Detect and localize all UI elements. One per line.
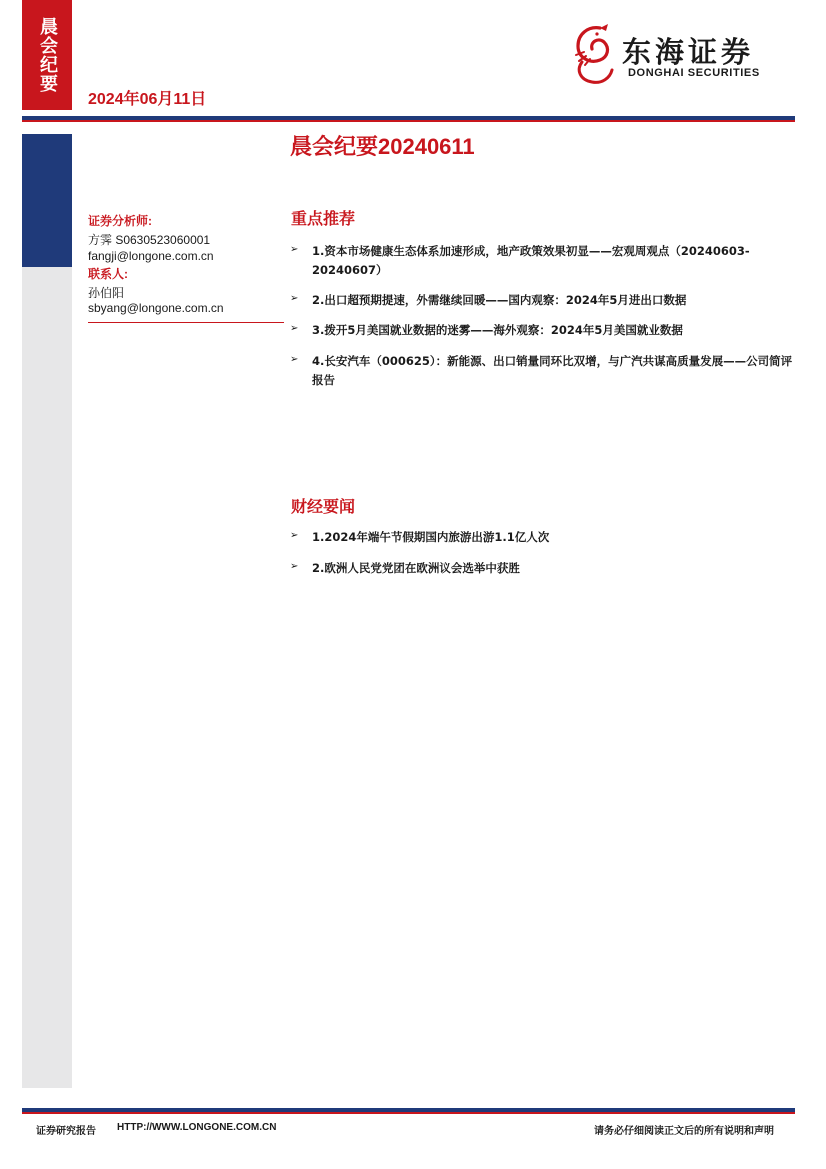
sidebar-accent-block <box>22 134 72 267</box>
section-title-financial-news: 财经要闻 <box>291 499 356 516</box>
arrow-bullet-icon: ➢ <box>290 293 299 304</box>
list-item-link[interactable]: 1.2024年端午节假期国内旅游出游1.1亿人次 <box>312 530 550 544</box>
section-title-key-picks: 重点推荐 <box>291 211 356 228</box>
report-type-label: 晨会纪要 <box>37 17 58 93</box>
footer-report-type: 证券研究报告 <box>36 1126 96 1137</box>
footer-rule-red <box>22 1112 795 1114</box>
contact-email: sbyang@longone.com.cn <box>88 301 224 315</box>
list-item-link[interactable]: 4.长安汽车（000625）：新能源、出口销量同环比双增，与广汽共谋高质量发展——公司简评报告 <box>312 354 793 387</box>
list-item-link[interactable]: 2.出口超预期提速，外需继续回暖——国内观察：2024年5月进出口数据 <box>312 293 687 307</box>
list-item[interactable] <box>290 528 798 547</box>
list-item[interactable] <box>290 321 798 340</box>
report-type-tab <box>22 0 72 110</box>
contact-name: 孙伯阳 <box>88 286 125 300</box>
arrow-bullet-icon: ➢ <box>290 561 299 572</box>
list-item[interactable] <box>290 291 798 310</box>
arrow-bullet-icon: ➢ <box>290 354 299 365</box>
analyst-label: 证券分析师: <box>88 214 152 228</box>
list-item-link[interactable]: 2.欧洲人民党党团在欧洲议会选举中获胜 <box>312 561 520 575</box>
arrow-bullet-icon: ➢ <box>290 323 299 334</box>
footer-website-link[interactable]: HTTP://WWW.LONGONE.COM.CN <box>117 1122 277 1133</box>
brand-name-cn: 东海证券 <box>622 35 755 69</box>
page-title: 晨会纪要20240611 <box>290 134 475 159</box>
dragon-logo-icon <box>570 22 618 86</box>
brand-name-en: DONGHAI SECURITIES <box>628 67 760 79</box>
arrow-bullet-icon: ➢ <box>290 530 299 541</box>
analyst-divider <box>88 322 284 323</box>
report-date: 2024年06月11日 <box>88 91 207 108</box>
list-item-link[interactable]: 3.拨开5月美国就业数据的迷雾——海外观察：2024年5月美国就业数据 <box>312 323 683 337</box>
analyst-email: fangji@longone.com.cn <box>88 249 214 263</box>
header-rule-red <box>22 120 795 122</box>
list-item-link[interactable]: 1.资本市场健康生态体系加速形成，地产政策效果初显——宏观周观点（20240603-20240607） <box>312 244 750 277</box>
footer-disclaimer: 请务必仔细阅读正文后的所有说明和声明 <box>594 1126 774 1137</box>
contact-label: 联系人: <box>88 267 128 281</box>
analyst-name: 方霁 S0630523060001 <box>88 233 211 247</box>
list-item[interactable] <box>290 559 798 578</box>
arrow-bullet-icon: ➢ <box>290 244 299 255</box>
sidebar-gray-panel <box>22 267 72 1088</box>
list-item[interactable] <box>290 352 798 390</box>
list-item[interactable] <box>290 242 798 280</box>
